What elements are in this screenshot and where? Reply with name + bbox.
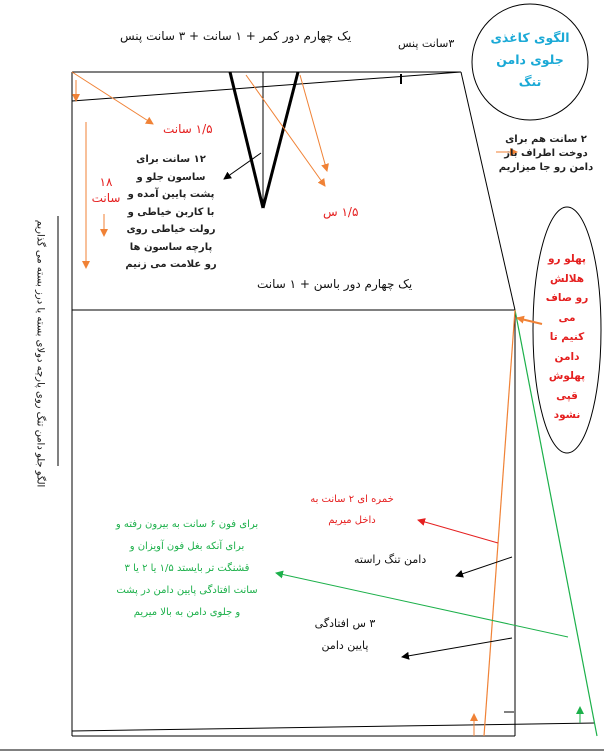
- fold-note: الگو جلو دامن تنگ روی پارچه دولای بسته یا درز بسته می گذاریم: [34, 219, 46, 488]
- flare-note-line: سانت افتادگی پایین دامن در پشت: [116, 585, 258, 596]
- dart-note-line: پشت پایین آمده و: [127, 189, 215, 200]
- dart-note-line: رو علامت می زنیم: [125, 259, 217, 270]
- hip-formula-label: یک چهارم دور باسن + ۱ سانت: [257, 277, 413, 291]
- curve-note: [538, 250, 596, 426]
- curve-note-line: نشود: [553, 409, 581, 421]
- flare-note: [96, 514, 278, 624]
- dart-note-line: ۱۲ سانت برای: [136, 154, 206, 165]
- orange-inward-line: [484, 310, 515, 736]
- title-line-2: جلوی دامن: [496, 52, 564, 67]
- pattern-title: [478, 27, 582, 93]
- flare-note-line: قشنگت تر بایستد ۱/۵ یا ۲ یا ۳: [124, 563, 250, 574]
- dart-width-label: ۳سانت پنس: [398, 37, 455, 50]
- curve-note-line: می: [558, 311, 576, 324]
- hem-drop-line: پایین دامن: [321, 639, 369, 652]
- curve-note-line: رو صاف: [545, 292, 589, 304]
- straight-skirt-label: دامن تنگ راسته: [354, 553, 427, 566]
- flare-note-line: برای فون ۶ سانت به بیرون رفته و: [115, 519, 259, 530]
- curve-note-line: پهلو رو: [548, 253, 586, 265]
- title-line-1: الگوی کاغذی: [490, 30, 570, 45]
- inward-note-line: خمره ای ۲ سانت به: [310, 494, 394, 505]
- dart-offset-label-1: ۱/۵ سانت: [163, 122, 213, 136]
- flare-note-line: و جلوی دامن به بالا میریم: [133, 607, 241, 618]
- curve-note-line: کنیم تا: [549, 331, 585, 343]
- dart-note: [116, 151, 226, 274]
- dart-note-line: با کاربن خیاطی و: [127, 206, 215, 218]
- inward-note-line: داخل میریم: [328, 515, 376, 526]
- hip-depth-value: ۱۸: [99, 175, 113, 189]
- arrow-hem-drop: [402, 638, 512, 657]
- curve-note-line: قپی: [556, 389, 578, 402]
- hem-drop-line: ۳ س افتادگی: [314, 617, 376, 630]
- waist-formula-label: یک چهارم دور کمر + ۱ سانت + ۳ سانت پنس: [120, 29, 352, 43]
- curve-note-line: پهلوش: [548, 370, 586, 382]
- curve-note-line: هلالش: [549, 272, 585, 285]
- flare-note-line: برای آنکه بغل فون آویزان و: [129, 541, 245, 552]
- seam-allowance-note: [492, 133, 600, 175]
- dart-offset-label-2: ۱/۵ س: [323, 205, 359, 219]
- hip-depth-unit: سانت: [91, 191, 121, 205]
- seam-allowance-line: ۲ سانت هم برای: [505, 134, 587, 145]
- dart-note-line: پارچه ساسون ها: [129, 241, 213, 253]
- hem-curve-line: [72, 723, 595, 731]
- waist-curve-line: [72, 72, 461, 101]
- arrow-dart-offset-1: [72, 72, 153, 124]
- arrow-straight-skirt: [456, 557, 512, 576]
- dart-note-line: رولت خیاطی روی: [126, 224, 216, 235]
- hem-drop-note: [305, 613, 385, 657]
- dart-note-line: ساسون جلو و: [136, 171, 206, 183]
- title-line-3: تنگ: [518, 74, 542, 89]
- arrow-dart-offset-2a: [246, 75, 325, 186]
- curve-note-line: دامن: [554, 350, 580, 363]
- seam-allowance-line: دوخت اطراف باز: [504, 148, 588, 159]
- seam-allowance-line: دامن رو جا میزاریم: [498, 162, 594, 173]
- inward-note: [282, 489, 422, 531]
- arrow-inward-note: [418, 520, 498, 543]
